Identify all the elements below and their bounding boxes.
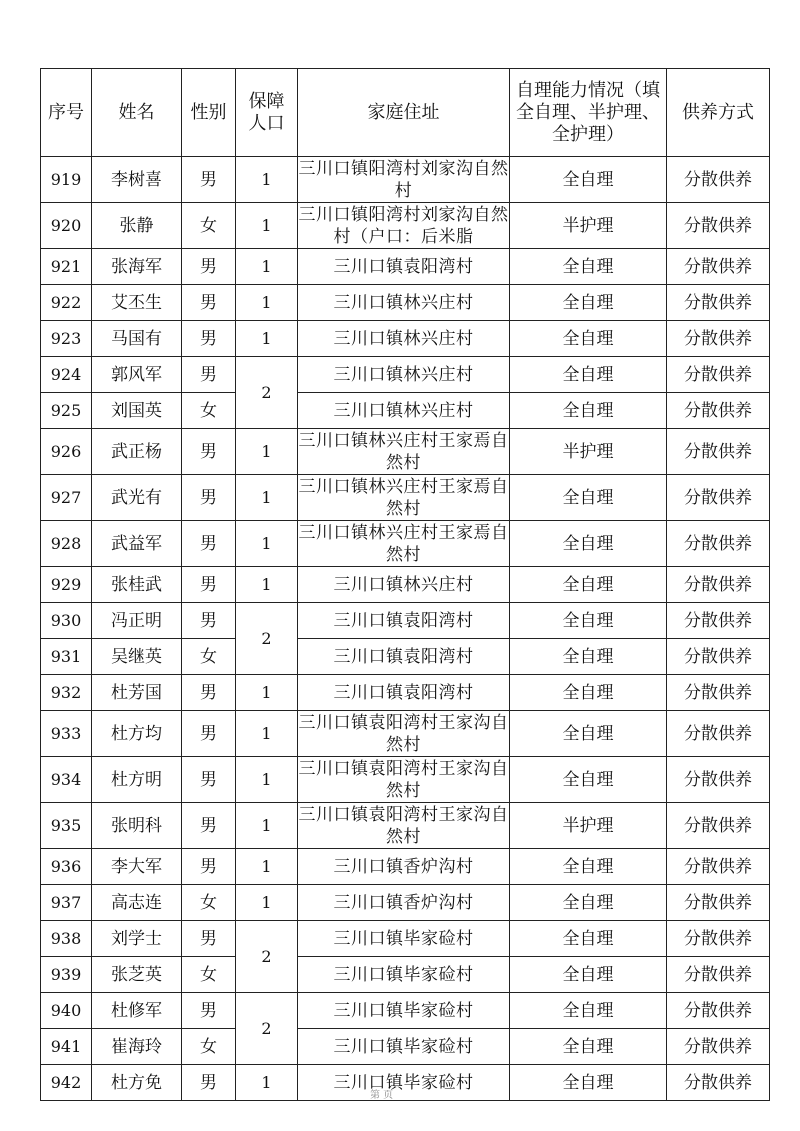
table-row xyxy=(41,429,770,475)
cell-name: 杜芳国 xyxy=(92,675,182,711)
cell-gender: 男 xyxy=(182,921,236,957)
cell-name: 刘学士 xyxy=(92,921,182,957)
cell-name: 艾丕生 xyxy=(92,285,182,321)
cell-name: 杜方均 xyxy=(92,711,182,757)
cell-gender: 男 xyxy=(182,567,236,603)
cell-ability: 全自理 xyxy=(510,957,667,993)
cell-seq: 921 xyxy=(41,249,92,285)
cell-gender: 男 xyxy=(182,1065,236,1101)
table-row xyxy=(41,711,770,757)
cell-address: 三川口镇毕家硷村 xyxy=(298,1065,510,1101)
cell-ability: 全自理 xyxy=(510,475,667,521)
cell-name: 李树喜 xyxy=(92,157,182,203)
cell-seq: 940 xyxy=(41,993,92,1029)
cell-gender: 男 xyxy=(182,711,236,757)
header-address: 家庭住址 xyxy=(298,69,510,157)
cell-ability: 全自理 xyxy=(510,157,667,203)
cell-gender: 女 xyxy=(182,885,236,921)
cell-address: 三川口镇林兴庄村王家焉自然村 xyxy=(298,522,509,565)
table-row xyxy=(41,885,770,921)
header-ability: 自理能力情况（填全自理、半护理、全护理） xyxy=(510,69,667,157)
cell-address: 三川口镇袁阳湾村王家沟自然村 xyxy=(298,804,509,847)
table-row xyxy=(41,203,770,249)
cell-seq: 930 xyxy=(41,603,92,639)
cell-address: 三川口镇林兴庄村 xyxy=(298,393,510,429)
cell-pop: 1 xyxy=(236,157,298,203)
table-row xyxy=(41,475,770,521)
table-body xyxy=(41,157,770,1101)
cell-gender: 男 xyxy=(182,803,236,849)
cell-name: 张芝英 xyxy=(92,957,182,993)
cell-ability: 全自理 xyxy=(510,393,667,429)
cell-pop: 2 xyxy=(236,603,298,675)
cell-support: 分散供养 xyxy=(667,249,770,285)
cell-gender: 男 xyxy=(182,249,236,285)
cell-address: 三川口镇袁阳湾村 xyxy=(298,249,510,285)
cell-gender: 男 xyxy=(182,357,236,393)
cell-support: 分散供养 xyxy=(667,357,770,393)
table-row xyxy=(41,957,770,993)
cell-seq: 932 xyxy=(41,675,92,711)
table-row xyxy=(41,993,770,1029)
cell-pop: 2 xyxy=(236,921,298,993)
cell-address: 三川口镇袁阳湾村王家沟自然村 xyxy=(298,758,509,801)
cell-support: 分散供养 xyxy=(667,521,770,567)
cell-pop: 1 xyxy=(236,285,298,321)
cell-gender: 男 xyxy=(182,757,236,803)
cell-gender: 女 xyxy=(182,1029,236,1065)
cell-support: 分散供养 xyxy=(667,803,770,849)
cell-name: 吴继英 xyxy=(92,639,182,675)
cell-address: 三川口镇毕家硷村 xyxy=(298,993,510,1029)
cell-pop: 1 xyxy=(236,321,298,357)
cell-seq: 939 xyxy=(41,957,92,993)
cell-seq: 925 xyxy=(41,393,92,429)
cell-gender: 女 xyxy=(182,203,236,249)
header-support: 供养方式 xyxy=(667,69,770,157)
cell-seq: 919 xyxy=(41,157,92,203)
cell-pop: 1 xyxy=(236,675,298,711)
cell-address: 三川口镇袁阳湾村 xyxy=(298,675,510,711)
cell-gender: 男 xyxy=(182,475,236,521)
table-row xyxy=(41,603,770,639)
table-row xyxy=(41,1065,770,1101)
cell-name: 杜修军 xyxy=(92,993,182,1029)
cell-address: 三川口镇阳湾村刘家沟自然村 xyxy=(298,158,509,201)
cell-gender: 女 xyxy=(182,393,236,429)
cell-address: 三川口镇香炉沟村 xyxy=(298,849,510,885)
cell-seq: 928 xyxy=(41,521,92,567)
cell-ability: 全自理 xyxy=(510,921,667,957)
cell-ability: 半护理 xyxy=(510,429,667,475)
cell-ability: 全自理 xyxy=(510,993,667,1029)
cell-address: 三川口镇毕家硷村 xyxy=(298,957,510,993)
cell-address: 三川口镇袁阳湾村 xyxy=(298,603,510,639)
cell-ability: 全自理 xyxy=(510,567,667,603)
cell-name: 崔海玲 xyxy=(92,1029,182,1065)
cell-support: 分散供养 xyxy=(667,157,770,203)
cell-gender: 男 xyxy=(182,675,236,711)
cell-pop: 2 xyxy=(236,357,298,429)
cell-ability: 全自理 xyxy=(510,285,667,321)
cell-name: 武正杨 xyxy=(92,429,182,475)
cell-name: 刘国英 xyxy=(92,393,182,429)
cell-support: 分散供养 xyxy=(667,475,770,521)
table-row xyxy=(41,285,770,321)
cell-name: 张海军 xyxy=(92,249,182,285)
cell-ability: 全自理 xyxy=(510,249,667,285)
cell-support: 分散供养 xyxy=(667,957,770,993)
cell-seq: 927 xyxy=(41,475,92,521)
cell-seq: 942 xyxy=(41,1065,92,1101)
cell-gender: 女 xyxy=(182,957,236,993)
cell-support: 分散供养 xyxy=(667,711,770,757)
cell-name: 马国有 xyxy=(92,321,182,357)
cell-support: 分散供养 xyxy=(667,321,770,357)
cell-support: 分散供养 xyxy=(667,203,770,249)
document-sheet xyxy=(40,68,770,1101)
cell-pop: 1 xyxy=(236,711,298,757)
table-row xyxy=(41,393,770,429)
cell-ability: 全自理 xyxy=(510,357,667,393)
cell-pop: 2 xyxy=(236,993,298,1065)
cell-gender: 男 xyxy=(182,849,236,885)
cell-name: 张桂武 xyxy=(92,567,182,603)
cell-address: 三川口镇香炉沟村 xyxy=(298,885,510,921)
table-row xyxy=(41,849,770,885)
cell-gender: 男 xyxy=(182,993,236,1029)
cell-support: 分散供养 xyxy=(667,285,770,321)
cell-gender: 男 xyxy=(182,285,236,321)
header-name: 姓名 xyxy=(92,69,182,157)
table-row xyxy=(41,321,770,357)
cell-support: 分散供养 xyxy=(667,1029,770,1065)
cell-address: 三川口镇毕家硷村 xyxy=(298,1029,510,1065)
cell-address: 三川口镇林兴庄村 xyxy=(298,285,510,321)
table-row xyxy=(41,249,770,285)
cell-support: 分散供养 xyxy=(667,921,770,957)
cell-support: 分散供养 xyxy=(667,567,770,603)
cell-ability: 半护理 xyxy=(510,803,667,849)
cell-ability: 全自理 xyxy=(510,849,667,885)
cell-pop: 1 xyxy=(236,803,298,849)
header-gender: 性别 xyxy=(182,69,236,157)
cell-pop: 1 xyxy=(236,849,298,885)
header-pop: 保障人口 xyxy=(236,69,298,157)
page-footer: 第 页 xyxy=(370,1090,394,1101)
cell-pop: 1 xyxy=(236,567,298,603)
cell-pop: 1 xyxy=(236,429,298,475)
cell-address: 三川口镇阳湾村刘家沟自然村（户口：后米脂 xyxy=(298,204,509,247)
cell-gender: 男 xyxy=(182,429,236,475)
cell-gender: 女 xyxy=(182,639,236,675)
cell-ability: 全自理 xyxy=(510,711,667,757)
cell-address: 三川口镇林兴庄村王家焉自然村 xyxy=(298,430,509,473)
cell-support: 分散供养 xyxy=(667,849,770,885)
cell-name: 杜方免 xyxy=(92,1065,182,1101)
cell-support: 分散供养 xyxy=(667,757,770,803)
cell-ability: 全自理 xyxy=(510,1065,667,1101)
cell-gender: 男 xyxy=(182,321,236,357)
cell-address: 三川口镇林兴庄村 xyxy=(298,321,510,357)
cell-ability: 全自理 xyxy=(510,885,667,921)
table-row xyxy=(41,639,770,675)
cell-address: 三川口镇毕家硷村 xyxy=(298,921,510,957)
cell-name: 高志连 xyxy=(92,885,182,921)
cell-ability: 全自理 xyxy=(510,321,667,357)
cell-ability: 全自理 xyxy=(510,603,667,639)
cell-name: 张静 xyxy=(92,203,182,249)
cell-support: 分散供养 xyxy=(667,885,770,921)
cell-support: 分散供养 xyxy=(667,993,770,1029)
cell-seq: 922 xyxy=(41,285,92,321)
cell-gender: 男 xyxy=(182,603,236,639)
cell-support: 分散供养 xyxy=(667,1065,770,1101)
cell-address: 三川口镇林兴庄村 xyxy=(298,357,510,393)
cell-seq: 936 xyxy=(41,849,92,885)
cell-name: 武益军 xyxy=(92,521,182,567)
table-row xyxy=(41,567,770,603)
cell-gender: 男 xyxy=(182,521,236,567)
cell-address: 三川口镇林兴庄村 xyxy=(298,567,510,603)
cell-seq: 929 xyxy=(41,567,92,603)
cell-seq: 924 xyxy=(41,357,92,393)
table-row xyxy=(41,757,770,803)
cell-name: 张明科 xyxy=(92,803,182,849)
cell-address: 三川口镇袁阳湾村 xyxy=(298,639,510,675)
cell-seq: 926 xyxy=(41,429,92,475)
table-row xyxy=(41,357,770,393)
cell-seq: 935 xyxy=(41,803,92,849)
table-header-row xyxy=(41,69,770,157)
table-row xyxy=(41,157,770,203)
cell-name: 郭风军 xyxy=(92,357,182,393)
cell-name: 武光有 xyxy=(92,475,182,521)
cell-seq: 937 xyxy=(41,885,92,921)
cell-ability: 全自理 xyxy=(510,757,667,803)
cell-pop: 1 xyxy=(236,249,298,285)
table-row xyxy=(41,921,770,957)
cell-address: 三川口镇林兴庄村王家焉自然村 xyxy=(298,476,509,519)
cell-name: 杜方明 xyxy=(92,757,182,803)
cell-pop: 1 xyxy=(236,521,298,567)
cell-support: 分散供养 xyxy=(667,429,770,475)
table-row xyxy=(41,675,770,711)
header-seq: 序号 xyxy=(41,69,92,157)
cell-seq: 938 xyxy=(41,921,92,957)
cell-seq: 923 xyxy=(41,321,92,357)
cell-support: 分散供养 xyxy=(667,675,770,711)
cell-name: 冯正明 xyxy=(92,603,182,639)
cell-pop: 1 xyxy=(236,203,298,249)
cell-support: 分散供养 xyxy=(667,603,770,639)
cell-seq: 941 xyxy=(41,1029,92,1065)
cell-seq: 933 xyxy=(41,711,92,757)
cell-ability: 全自理 xyxy=(510,675,667,711)
cell-name: 李大军 xyxy=(92,849,182,885)
cell-seq: 934 xyxy=(41,757,92,803)
cell-seq: 920 xyxy=(41,203,92,249)
cell-support: 分散供养 xyxy=(667,393,770,429)
cell-pop: 1 xyxy=(236,885,298,921)
cell-ability: 半护理 xyxy=(510,203,667,249)
cell-ability: 全自理 xyxy=(510,1029,667,1065)
table-row xyxy=(41,521,770,567)
cell-pop: 1 xyxy=(236,1065,298,1101)
cell-gender: 男 xyxy=(182,157,236,203)
cell-pop: 1 xyxy=(236,757,298,803)
cell-ability: 全自理 xyxy=(510,521,667,567)
table-row xyxy=(41,1029,770,1065)
cell-address: 三川口镇袁阳湾村王家沟自然村 xyxy=(298,712,509,755)
cell-pop: 1 xyxy=(236,475,298,521)
table-row xyxy=(41,803,770,849)
cell-ability: 全自理 xyxy=(510,639,667,675)
cell-support: 分散供养 xyxy=(667,639,770,675)
records-table xyxy=(40,68,770,1101)
cell-seq: 931 xyxy=(41,639,92,675)
